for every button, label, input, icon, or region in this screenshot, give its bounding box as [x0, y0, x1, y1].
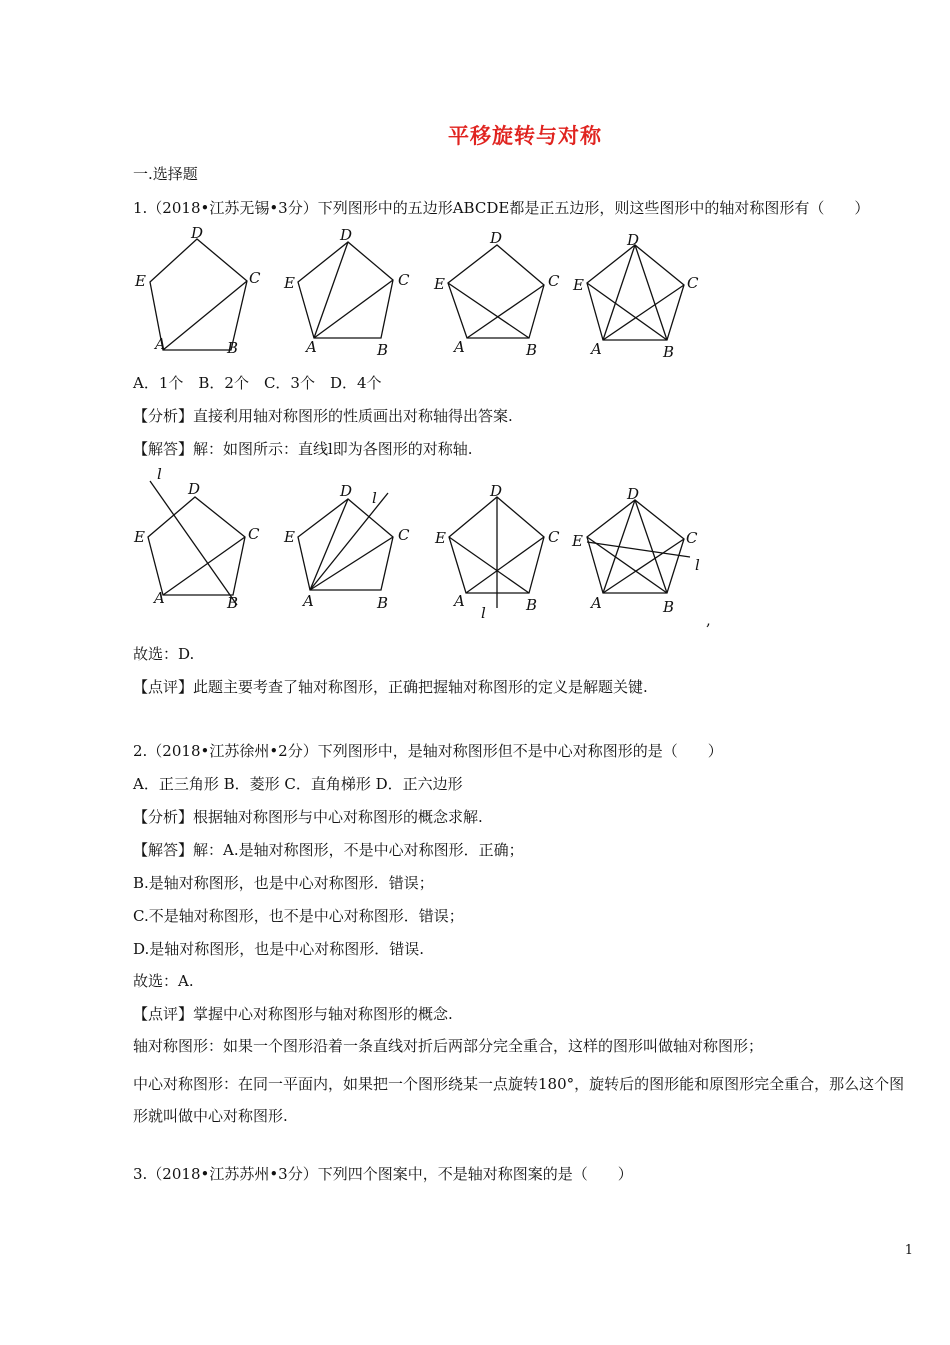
q1-choice: 故选：D.: [133, 645, 195, 663]
q2-options: A．正三角形 B．菱形 C．直角梯形 D．正六边形: [133, 775, 463, 793]
label-b: B: [526, 596, 538, 614]
label-d: D: [191, 224, 204, 242]
label-c: C: [249, 269, 261, 287]
label-a: A: [454, 338, 465, 356]
axis-label: l: [695, 556, 700, 574]
label-c: C: [248, 525, 260, 543]
label-b: B: [377, 594, 389, 612]
label-b: B: [663, 598, 675, 616]
label-c: C: [686, 529, 698, 547]
q2-stem: 2.（2018•江苏徐州•2分）下列图形中，是轴对称图形但不是中心对称图形的是（ ）: [133, 742, 723, 760]
label-b: B: [377, 341, 389, 359]
q2-def-center: 中心对称图形：在同一平面内，如果把一个图形绕某一点旋转180°，旋转后的图形能和原图形完全重合，那么这个图形就叫做中心对称图形.: [133, 1075, 905, 1125]
q1-analysis: 【分析】直接利用轴对称图形的性质画出对称轴得出答案.: [133, 407, 513, 425]
page-title: 平移旋转与对称: [448, 123, 602, 148]
label-e: E: [284, 528, 295, 546]
label-e: E: [134, 528, 145, 546]
label-d: D: [340, 226, 353, 244]
q1-options: A．1个 B．2个 C．3个 D．4个: [133, 374, 382, 392]
label-b: B: [663, 343, 675, 361]
label-a: A: [154, 589, 165, 607]
label-c: C: [548, 528, 560, 546]
q2-analysis: 【分析】根据轴对称图形与中心对称图形的概念求解.: [133, 808, 483, 826]
label-c: C: [548, 272, 560, 290]
q1-figure-4: [568, 225, 708, 360]
q2-solution-c: C.不是轴对称图形，也不是中心对称图形．错误；: [133, 907, 464, 925]
label-a: A: [454, 592, 465, 610]
label-d: D: [188, 480, 201, 498]
q2-comment: 【点评】掌握中心对称图形与轴对称图形的概念.: [133, 1005, 453, 1023]
label-e: E: [284, 274, 295, 292]
label-d: D: [490, 229, 503, 247]
label-e: E: [135, 272, 146, 290]
q1-solution-figure-3: [430, 465, 570, 625]
label-c: C: [398, 271, 410, 289]
q1-solution: 【解答】解：如图所示：直线l即为各图形的对称轴.: [133, 440, 473, 458]
q1-figure-1: [125, 225, 265, 360]
label-d: D: [627, 231, 640, 249]
label-e: E: [435, 529, 446, 547]
label-d: D: [340, 482, 353, 500]
axis-label: l: [372, 489, 377, 507]
label-d: D: [627, 485, 640, 503]
q1-figure-3: [430, 225, 570, 360]
q3-stem: 3.（2018•江苏苏州•3分）下列四个图案中，不是轴对称图案的是（ ）: [133, 1165, 633, 1183]
label-e: E: [573, 276, 584, 294]
q2-solution-d: D.是轴对称图形，也是中心对称图形．错误.: [133, 940, 425, 958]
figure-trailing-comma: ,: [706, 611, 711, 629]
q2-solution-b: B.是轴对称图形，也是中心对称图形．错误；: [133, 874, 434, 892]
label-b: B: [227, 339, 239, 357]
q1-stem: 1.（2018•江苏无锡•3分）下列图形中的五边形ABCDE都是正五边形，则这些图形中的轴对称图形有（ ）: [133, 199, 870, 217]
q1-solution-figure-4: [568, 465, 708, 615]
axis-label: l: [157, 465, 162, 483]
label-a: A: [303, 592, 314, 610]
label-e: E: [572, 532, 583, 550]
q1-comment: 【点评】此题主要考查了轴对称图形，正确把握轴对称图形的定义是解题关键.: [133, 678, 648, 696]
q2-solution-a: 【解答】解：A.是轴对称图形，不是中心对称图形．正确；: [133, 841, 524, 859]
label-e: E: [434, 275, 445, 293]
label-a: A: [306, 338, 317, 356]
label-c: C: [398, 526, 410, 544]
label-a: A: [591, 340, 602, 358]
axis-label: l: [481, 604, 486, 622]
q1-figure-2: [280, 225, 420, 360]
q2-def-axis: 轴对称图形：如果一个图形沿着一条直线对折后两部分完全重合，这样的图形叫做轴对称图形；: [133, 1037, 764, 1055]
q1-solution-figure-1: [125, 465, 265, 615]
section-heading: 一.选择题: [133, 165, 198, 183]
label-c: C: [687, 274, 699, 292]
page-number: 1: [904, 1243, 913, 1258]
label-d: D: [490, 482, 503, 500]
label-b: B: [526, 341, 538, 359]
label-b: B: [227, 594, 239, 612]
label-a: A: [155, 335, 166, 353]
q2-choice: 故选：A.: [133, 972, 194, 990]
q1-solution-figure-2: [280, 465, 420, 615]
label-a: A: [591, 594, 602, 612]
